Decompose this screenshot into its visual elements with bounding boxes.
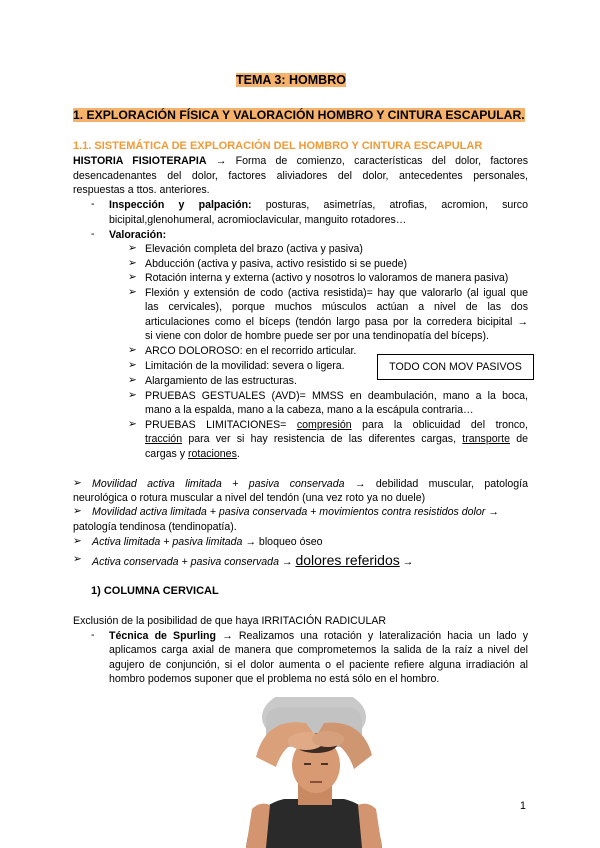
inspeccion-line-1 (109, 198, 528, 212)
arrow-bullet-icon: ➢ (128, 344, 137, 356)
gestuales-line-1: PRUEBAS GESTUALES (AVD)= MMSS en deambulación, mano a la boca, (145, 390, 528, 402)
limitaciones-text: PRUEBAS LIMITACIONES= (145, 419, 297, 431)
note-box: TODO CON MOV PASIVOS (377, 354, 534, 380)
spurling-line-2: aplicamos carga axial de manera que comprometemos la salida de la raíz a nivel del (109, 644, 528, 656)
conclusion-4 (92, 551, 413, 571)
conclusion-text: → bloqueo óseo (242, 536, 323, 548)
limitaciones-traccion: tracción (145, 433, 183, 445)
limitaciones-transporte: transporte (462, 433, 510, 445)
conclusion-italic: Movilidad activa limitada + pasiva conservada (92, 478, 345, 490)
spurling-text: → Realizamos una rotación y lateralización hacia un lado y (216, 630, 528, 642)
arrow-bullet-icon: ➢ (128, 242, 137, 254)
limitaciones-rotaciones: rotaciones (187, 448, 237, 460)
conclusion-2-line-1 (92, 505, 499, 519)
page-number: 1 (520, 800, 526, 812)
conclusion-1-line-2: neurológica o rotura muscular a nivel del tendón (una vez roto ya no duele) (73, 492, 426, 504)
limitaciones-text: cargas y (145, 448, 188, 460)
spurling-test-illustration (236, 697, 392, 848)
limitaciones-text: para la oblicuidad del tronco, (351, 419, 528, 431)
conclusion-italic: Activa limitada + pasiva limitada (92, 536, 243, 548)
spurling-label: Técnica de Spurling (109, 630, 216, 642)
arrow-bullet-icon: ➢ (73, 477, 82, 489)
arrow-bullet-icon: ➢ (128, 271, 137, 283)
spurling-line-3: agujero de conjunción, si el dolor aumenta o el paciente refiere alguna irradiación al (109, 659, 528, 671)
flexion-line-1: Flexión y extensión de codo (activa resistida)= hay que valorarlo (al igual que (145, 287, 528, 299)
valoracion-label: Valoración: (109, 229, 167, 241)
cervical-heading: 1) COLUMNA CERVICAL (91, 585, 219, 597)
bullet-dash: - (91, 629, 95, 641)
historia-line-2: desencadenantes del dolor, factores aliviadores del dolor, antecedentes personales, (73, 170, 528, 182)
page-title: TEMA 3: HOMBRO (236, 73, 346, 87)
conclusion-italic: Activa conservada + pasiva conservada (92, 556, 279, 568)
subsection-heading: 1.1. SISTEMÁTICA DE EXPLORACIÓN DEL HOMBRO Y CINTURA ESCAPULAR (73, 140, 483, 152)
arrow-bullet-icon: ➢ (128, 418, 137, 430)
inspeccion-label: Inspección y palpación: (109, 199, 252, 211)
arrow-bullet-icon: ➢ (73, 553, 82, 565)
conclusion-text: → (399, 556, 414, 568)
conclusion-text: → debilidad muscular, patología (344, 478, 528, 490)
valoracion-item: Abducción (activa y pasiva, activo resistido si se puede) (145, 258, 408, 270)
limitaciones-line-1 (145, 418, 528, 432)
conclusion-text: → (485, 506, 499, 518)
flexion-line-2: las cervicales), porque muchos músculos actúan a nivel de las dos (145, 301, 528, 313)
arrow-bullet-icon: ➢ (128, 359, 137, 371)
alargamiento: Alargamiento de las estructuras. (145, 375, 297, 387)
spurling-line-4: hombro podemos suponer que el problema no está sólo en el hombro. (109, 673, 440, 685)
limitaciones-line-3 (145, 447, 240, 461)
arrow-bullet-icon: ➢ (128, 389, 137, 401)
section-heading: 1. EXPLORACIÓN FÍSICA Y VALORACIÓN HOMBRO Y CINTURA ESCAPULAR. (73, 108, 525, 122)
historia-line-3: respuestas a ttos. anteriores. (73, 184, 210, 196)
arrow-bullet-icon: ➢ (128, 257, 137, 269)
historia-label: HISTORIA FISIOTERAPIA (73, 155, 207, 167)
arrow-bullet-icon: ➢ (128, 286, 137, 298)
bullet-dash: - (91, 228, 95, 240)
arrow-bullet-icon: ➢ (73, 505, 82, 517)
dolores-referidos: dolores referidos (295, 552, 400, 568)
arrow-bullet-icon: ➢ (73, 535, 82, 547)
limitacion-movilidad: Limitación de la movilidad: severa o ligera. (145, 360, 345, 372)
limitaciones-text: . (236, 448, 240, 460)
inspeccion-text: posturas, asimetrías, atrofias, acromion, surco (251, 199, 528, 211)
limitaciones-text: de (509, 433, 528, 445)
conclusion-text: → (278, 556, 296, 568)
conclusion-3 (92, 535, 323, 549)
bullet-dash: - (91, 198, 95, 210)
conclusion-italic: Movilidad activa limitada + pasiva conservada + movimientos contra resistidos dolor (92, 506, 486, 518)
flexion-line-3: articulaciones como el bíceps (tendón largo pasa por la corredera bicipital → (145, 316, 528, 328)
flexion-line-4: si viene con dolor de hombre puede ser por una tendinopatía del bíceps). (145, 330, 489, 342)
valoracion-item: Rotación interna y externa (activo y nosotros lo valoramos de manera pasiva) (145, 272, 509, 284)
historia-text: → Forma de comienzo, características del dolor, factores (206, 155, 529, 167)
inspeccion-line-2: bicipital,glenohumeral, acromioclavicular, manguito rotadores… (109, 214, 407, 226)
spurling-test-photo (236, 697, 392, 848)
limitaciones-text: para ver si hay resistencia de las diferentes cargas, (182, 433, 463, 445)
historia-line-1 (73, 154, 528, 168)
arrow-bullet-icon: ➢ (128, 374, 137, 386)
arco-doloroso: ARCO DOLOROSO: en el recorrido articular. (145, 345, 357, 357)
spurling-line-1 (109, 629, 528, 643)
conclusion-1-line-1 (92, 477, 528, 491)
limitaciones-line-2 (145, 432, 528, 446)
conclusion-2-line-2: patología tendinosa (tendinopatía). (73, 521, 237, 533)
gestuales-line-2: mano a la espalda, mano a la cabeza, mano a la escápula contraria… (145, 404, 474, 416)
limitaciones-compresion: compresión (296, 419, 352, 431)
exclusion-text: Exclusión de la posibilidad de que haya IRRITACIÓN RADICULAR (73, 615, 387, 627)
valoracion-item: Elevación completa del brazo (activa y pasiva) (145, 243, 363, 255)
